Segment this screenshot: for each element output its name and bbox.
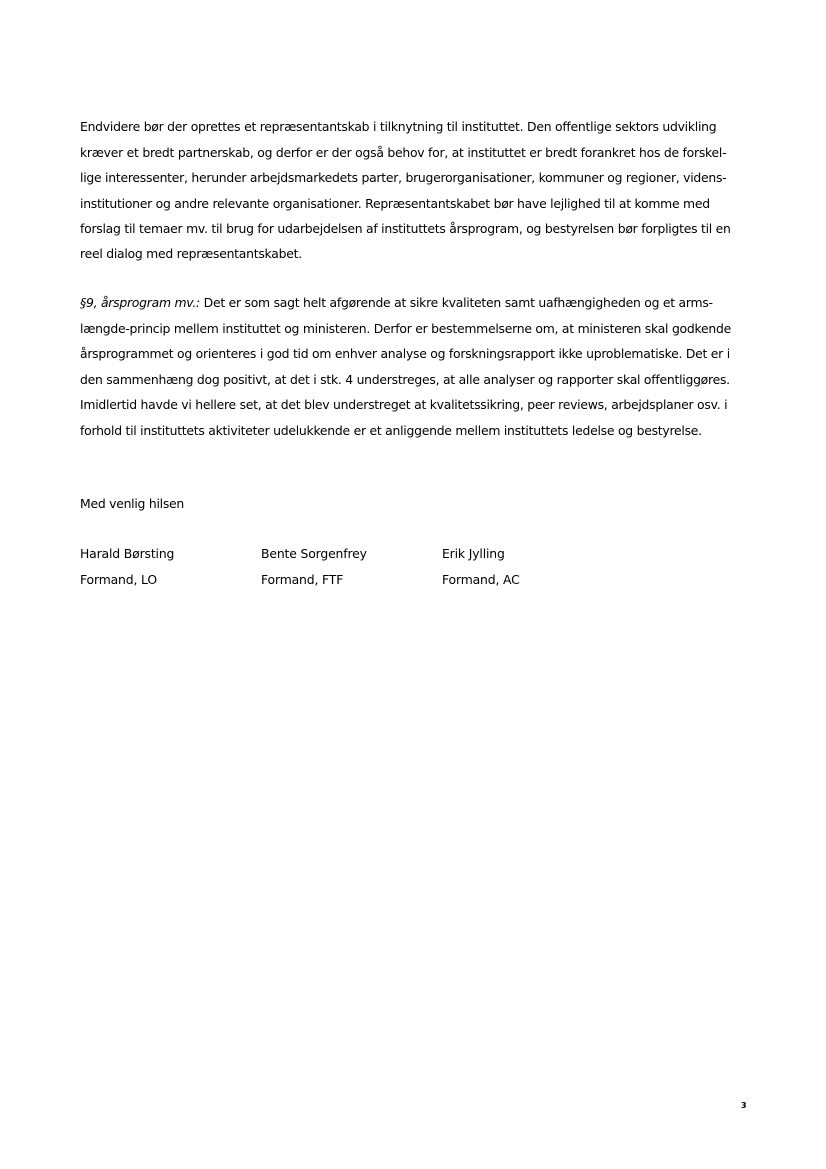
paragraph-line: længde-princip mellem instituttet og ministeren. Derfor er bestemmelserne om, at ministeren skal godkende xyxy=(80,321,731,336)
signatory-title: Formand, FTF xyxy=(261,572,344,587)
paragraph-line: reel dialog med repræsentantskabet. xyxy=(80,246,302,261)
paragraph-line: Imidlertid havde vi hellere set, at det blev understreget at kvalitetssikring, peer reviews, arbejdsplaner osv. i xyxy=(80,397,728,412)
closing-salutation: Med venlig hilsen xyxy=(80,496,185,511)
signatory-name: Erik Jylling xyxy=(442,546,505,561)
paragraph-line: Endvidere bør der oprettes et repræsentantskab i tilknytning til instituttet. Den offentlige sektors udvikling xyxy=(80,119,717,134)
paragraph-line: lige interessenter, herunder arbejdsmarkedets parter, brugerorganisationer, kommuner og regioner, videns- xyxy=(80,170,727,185)
paragraph-line-text: Det er som sagt helt afgørende at sikre kvaliteten samt uafhængigheden og et arms- xyxy=(199,295,713,310)
paragraph-line: den sammenhæng dog positivt, at det i stk. 4 understreges, at alle analyser og rapporter skal offentliggøres. xyxy=(80,372,730,387)
signatory-title: Formand, LO xyxy=(80,572,157,587)
paragraph-line xyxy=(80,295,713,311)
section-heading: §9, årsprogram mv.: xyxy=(80,295,200,310)
page-number: 3 xyxy=(741,1101,747,1110)
signatory-title: Formand, AC xyxy=(442,572,520,587)
signatory-name: Bente Sorgenfrey xyxy=(261,546,367,561)
signatory-name: Harald Børsting xyxy=(80,546,175,561)
paragraph-line: kræver et bredt partnerskab, og derfor er der også behov for, at instituttet er bredt forankret hos de forskel- xyxy=(80,145,727,160)
paragraph-line: forslag til temaer mv. til brug for udarbejdelsen af instituttets årsprogram, og bestyrelsen bør forpligtes til en xyxy=(80,221,731,236)
paragraph-line: institutioner og andre relevante organisationer. Repræsentantskabet bør have lejlighed til at komme med xyxy=(80,196,710,211)
paragraph-line: årsprogrammet og orienteres i god tid om enhver analyse og forskningsrapport ikke uproblematiske. Det er i xyxy=(80,346,730,361)
paragraph-line: forhold til instituttets aktiviteter udelukkende er et anliggende mellem instituttets ledelse og bestyrelse. xyxy=(80,423,702,438)
